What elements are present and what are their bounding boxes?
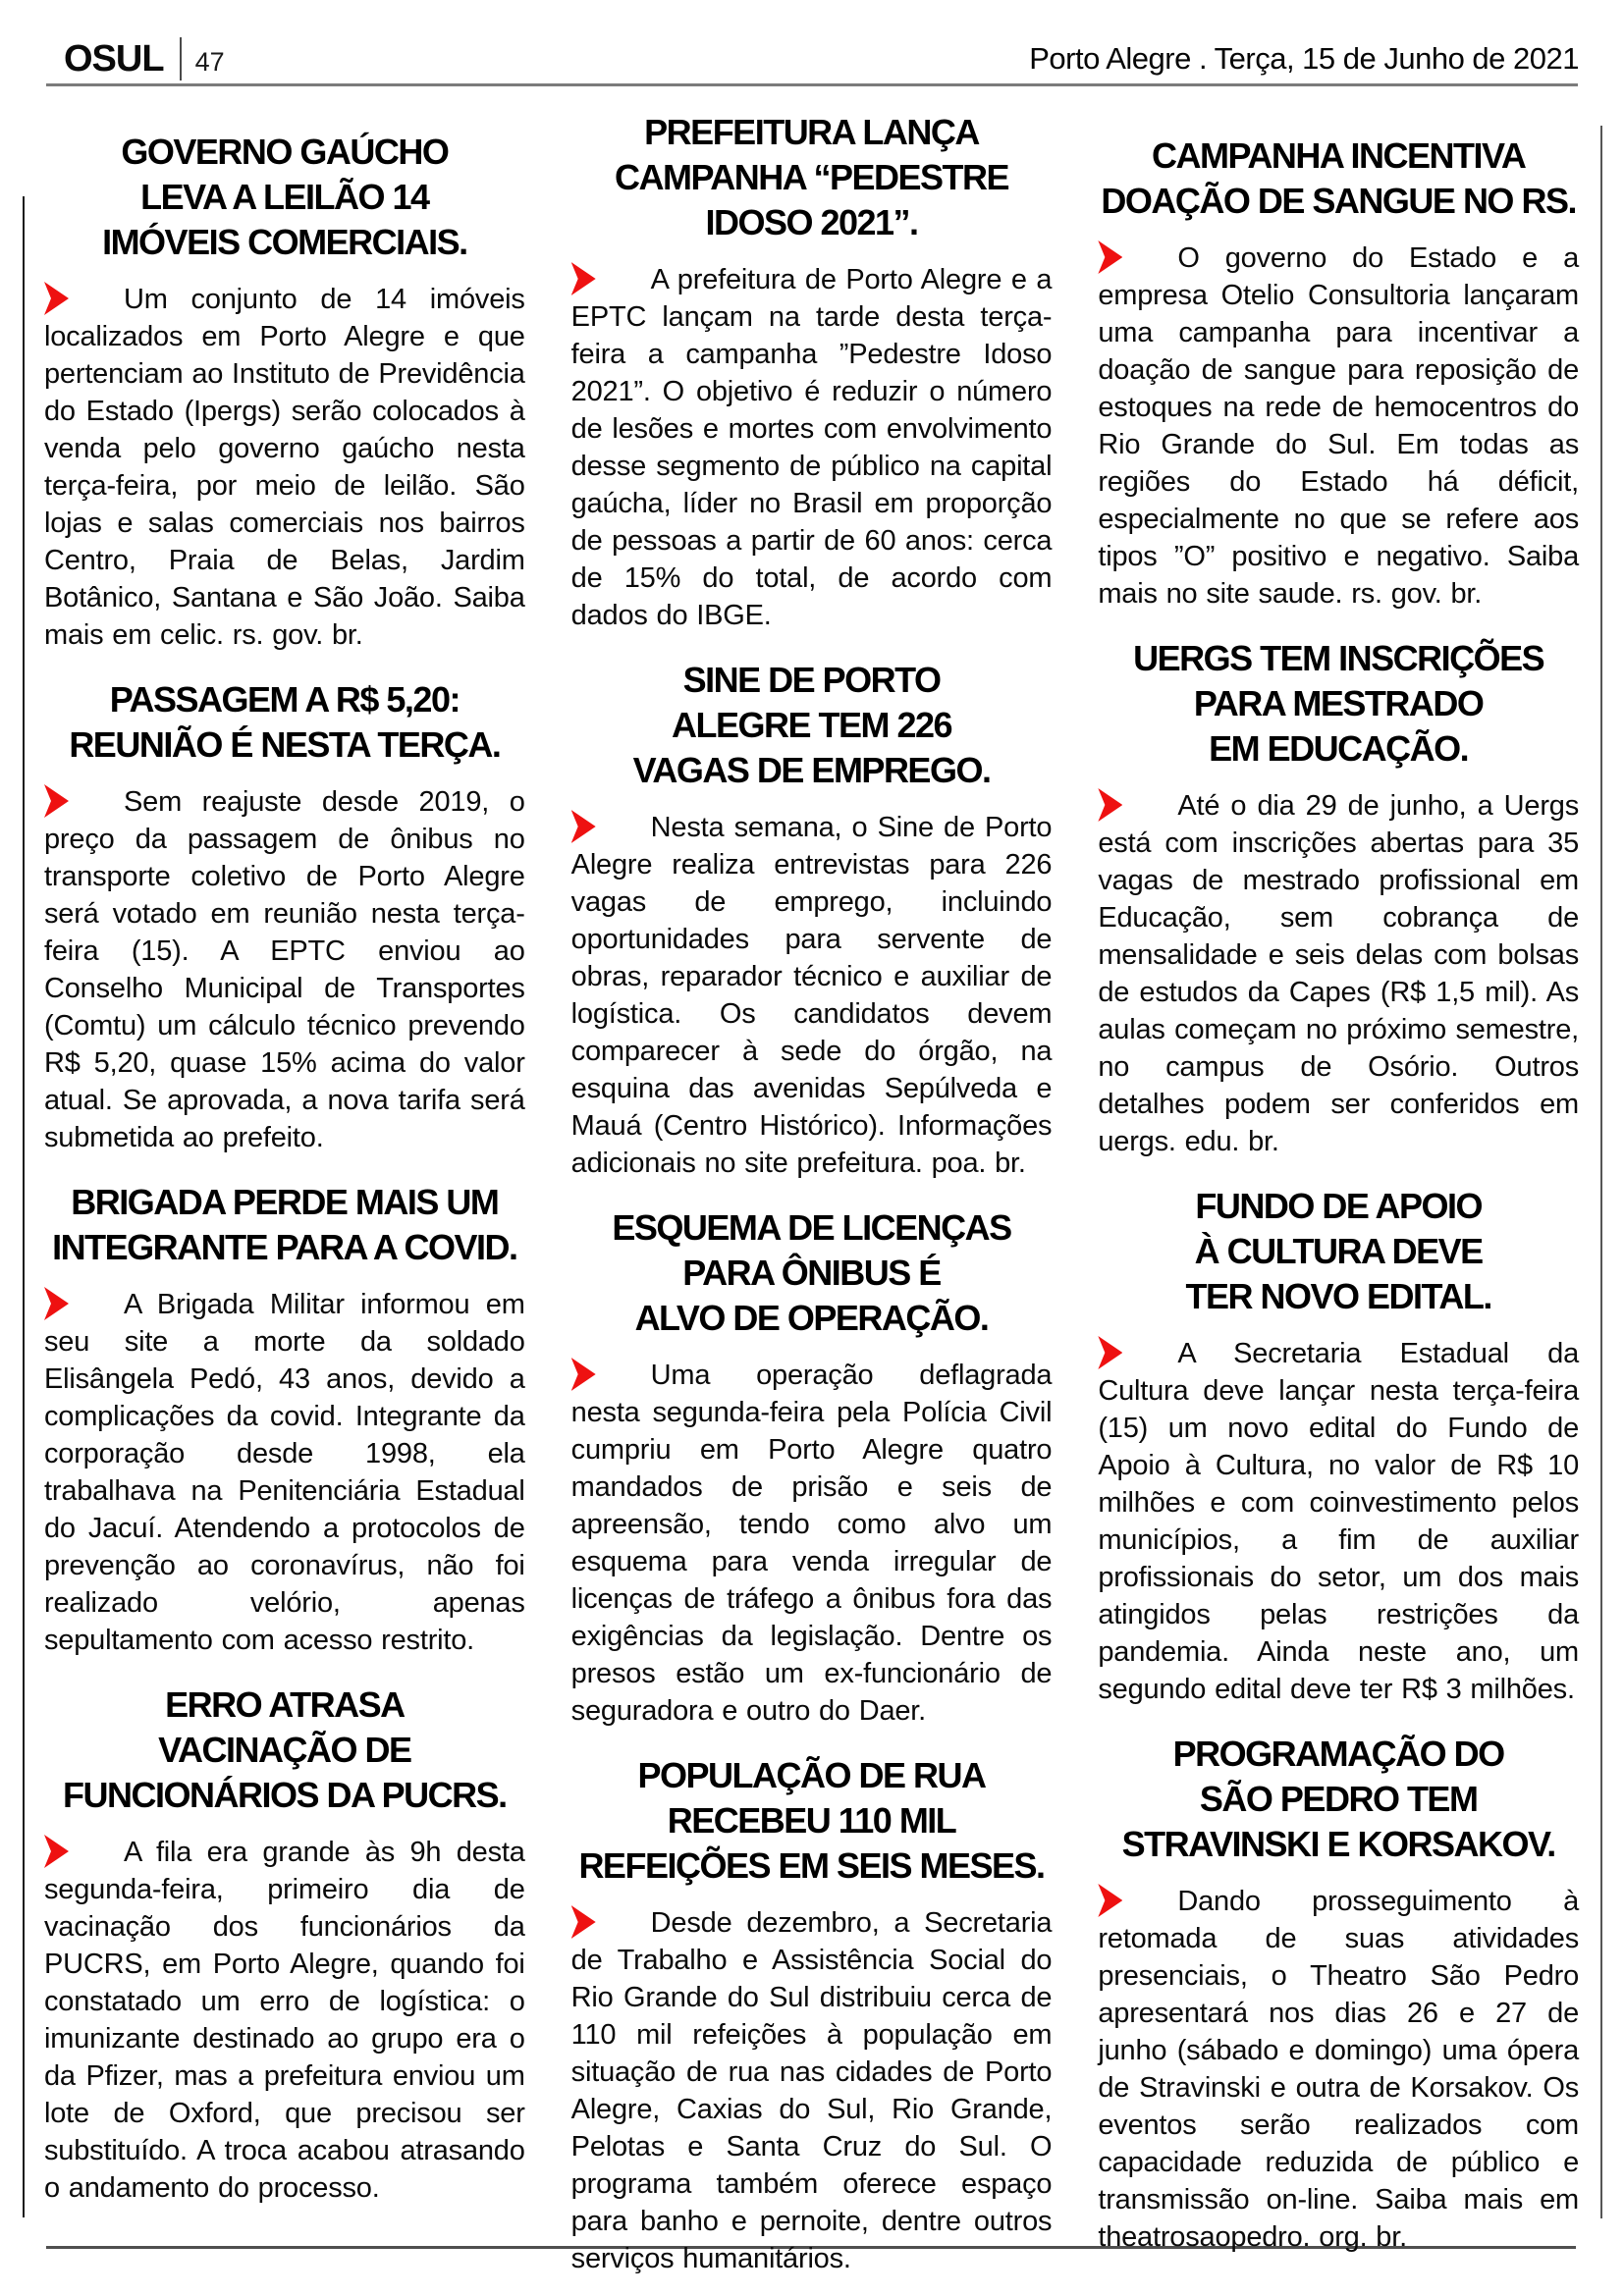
- article-headline: GOVERNO GAÚCHO LEVA A LEILÃO 14 IMÓVEIS COMERCIAIS.: [102, 132, 467, 262]
- right-page-border: [1600, 126, 1602, 2218]
- bullet-arrow-icon: [1098, 1884, 1122, 1917]
- article-body: [1098, 1883, 1579, 2256]
- article-body-text: Nesta semana, o Sine de Porto Alegre realiza entrevistas para 226 vagas de emprego, incluindo oportunidades para servente de obras, reparador técnico e auxiliar de logística. Os candidatos devem comparecer à sede do órgão, na esquina das avenidas Sepúlveda e Mauá (Centro Histórico). Informações adicionais no site prefeitura. poa. br.: [570, 812, 1053, 1179]
- article: [44, 1682, 525, 2207]
- article: [571, 110, 1053, 634]
- article: [1098, 1184, 1579, 1708]
- article-body-text: A prefeitura de Porto Alegre e a EPTC lançam na tarde desta terça-feira a campanha ”Pedestre Idoso 2021”. O objetivo é reduzir o número de lesões e mortes com envolvimento desse segmento de público na capital gaúcha, líder no Brasil em proporção de pessoas a partir de 60 anos: cerca de 15% do total, de acordo com dados do IBGE.: [570, 264, 1053, 631]
- newspaper-logo: OSUL: [64, 38, 164, 80]
- article-body-text: Desde dezembro, a Secretaria de Trabalho e Assistência Social do Rio Grande do Sul distribuiu cerca de 110 mil refeições à população em situação de rua nas cidades de Porto Alegre, Caxias do Sul, Rio Grande, Pelotas e Santa Cruz do Sul. O programa também oferece espaço para banho e pernoite, dentre outros serviços humanitários.: [570, 1907, 1053, 2274]
- article: [44, 677, 525, 1156]
- article-headline: PASSAGEM A R$ 5,20: REUNIÃO É NESTA TERÇA.: [69, 679, 501, 765]
- article-headline: ERRO ATRASA VACINAÇÃO DE FUNCIONÁRIOS DA PUCRS.: [62, 1684, 507, 1815]
- article-body-text: Uma operação deflagrada nesta segunda-feira pela Polícia Civil cumpriu em Porto Alegre quatro mandados de prisão e seis de apreensão, tendo como alvo um esquema para venda irregular de licenças de tráfego a ônibus fora das exigências da legislação. Dentre os presos estão um ex-funcionário de seguradora e outro do Daer.: [570, 1360, 1053, 1727]
- article-headline: UERGS TEM INSCRIÇÕES PARA MESTRADO EM EDUCAÇÃO.: [1133, 638, 1544, 769]
- article-body: [44, 783, 525, 1156]
- article-body-text: Sem reajuste desde 2019, o preço da passagem de ônibus no transporte coletivo de Porto Alegre será votado em reunião nesta terça-feira (15). A EPTC enviou ao Conselho Municipal de Transportes (Comtu) um cálculo técnico prevendo R$ 5,20, quase 15% acima do valor atual. Se aprovada, a nova tarifa será submetida ao prefeito.: [44, 786, 525, 1153]
- article-body-text: A Secretaria Estadual da Cultura deve lançar nesta terça-feira (15) um novo edital do Fundo de Apoio à Cultura, no valor de R$ 10 milhões e com coinvestimento pelos municípios, a fim de auxiliar profissionais do setor, um dos mais atingidos pelas restrições da pandemia. Ainda neste ano, um segundo edital deve ter R$ 3 milhões.: [1098, 1338, 1580, 1705]
- header-rule: [46, 83, 1578, 86]
- article-headline: SINE DE PORTO ALEGRE TEM 226 VAGAS DE EMPREGO.: [632, 660, 991, 790]
- article: [1098, 1732, 1579, 2256]
- article-body: [44, 281, 525, 654]
- bullet-arrow-icon: [44, 282, 69, 315]
- column-3: [1098, 110, 1579, 2277]
- article-body: [571, 1357, 1053, 1730]
- bullet-arrow-icon: [1098, 1336, 1122, 1369]
- article-headline: PREFEITURA LANÇA CAMPANHA “PEDESTRE IDOSO 2021”.: [614, 112, 1009, 242]
- article-body-text: A Brigada Militar informou em seu site a morte da soldado Elisângela Pedó, 43 anos, devido a complicações da covid. Integrante da corporação desde 1998, ela trabalhava na Penitenciária Estadual do Jacuí. Atendendo a protocolos de prevenção ao coronavírus, não foi realizado velório, apenas sepultamento com acesso restrito.: [44, 1289, 525, 1656]
- article-body: [1098, 1335, 1579, 1708]
- article: [571, 658, 1053, 1182]
- article-body-text: A fila era grande às 9h desta segunda-feira, primeiro dia de vacinação dos funcionários da PUCRS, em Porto Alegre, quando foi constatado um erro de logística: o imunizante destinado ao grupo era o da Pfizer, mas a prefeitura enviou um lote de Oxford, que precisou ser substituído. A troca acabou atrasando o andamento do processo.: [44, 1837, 525, 2204]
- article: [571, 1753, 1053, 2277]
- bullet-arrow-icon: [1098, 240, 1122, 274]
- left-page-border: [23, 196, 25, 2217]
- article-body-text: Até o dia 29 de junho, a Uergs está com inscrições abertas para 35 vagas de mestrado profissional em Educação, sem cobrança de mensalidade e seis delas com bolsas de estudos da Capes (R$ 1,5 mil). As aulas começam no próximo semestre, no campus de Osório. Outros detalhes podem ser conferidos em uergs. edu. br.: [1098, 790, 1580, 1157]
- news-columns: [44, 110, 1579, 2277]
- masthead: [64, 37, 225, 80]
- bullet-arrow-icon: [1098, 788, 1122, 822]
- article-body: [1098, 787, 1579, 1160]
- article-body: [44, 1286, 525, 1659]
- article-headline: FUNDO DE APOIO À CULTURA DEVE TER NOVO EDITAL.: [1185, 1186, 1491, 1316]
- article-body: [571, 809, 1053, 1182]
- masthead-divider: [180, 37, 182, 80]
- bullet-arrow-icon: [571, 810, 596, 843]
- article-body: [571, 261, 1053, 634]
- article: [1098, 133, 1579, 613]
- bullet-arrow-icon: [44, 1835, 69, 1868]
- article-headline: PROGRAMAÇÃO DO SÃO PEDRO TEM STRAVINSKI E KORSAKOV.: [1121, 1734, 1555, 1864]
- article-body-text: Dando prosseguimento à retomada de suas atividades presenciais, o Theatro São Pedro apresentará nos dias 26 e 27 de junho (sábado e domingo) uma ópera de Stravinski e outra de Korsakov. Os eventos serão realizados com capacidade reduzida de público e transmissão on-line. Saiba mais em theatrosaopedro. org. br.: [1098, 1886, 1580, 2253]
- bullet-arrow-icon: [44, 784, 69, 818]
- column-2: [571, 110, 1053, 2277]
- bullet-arrow-icon: [571, 1358, 596, 1391]
- article-body-text: Um conjunto de 14 imóveis localizados em Porto Alegre e que pertenciam ao Instituto de Previdência do Estado (Ipergs) serão colocados à venda pelo governo gaúcho nesta terça-feira, por meio de leilão. São lojas e salas comerciais nos bairros Centro, Praia de Belas, Jardim Botânico, Santana e São João. Saiba mais em celic. rs. gov. br.: [44, 284, 525, 651]
- article-body: [44, 1834, 525, 2207]
- article: [571, 1205, 1053, 1730]
- article-body: [1098, 240, 1579, 613]
- bullet-arrow-icon: [571, 1905, 596, 1939]
- article-headline: POPULAÇÃO DE RUA RECEBEU 110 MIL REFEIÇÕES EM SEIS MESES.: [578, 1755, 1045, 1886]
- column-1: [44, 110, 525, 2277]
- dateline: Porto Alegre . Terça, 15 de Junho de 2021: [1029, 41, 1579, 76]
- article-headline: CAMPANHA INCENTIVA DOAÇÃO DE SANGUE NO RS.: [1101, 135, 1576, 221]
- article-headline: ESQUEMA DE LICENÇAS PARA ÔNIBUS É ALVO DE OPERAÇÃO.: [612, 1207, 1011, 1338]
- article-body-text: O governo do Estado e a empresa Otelio Consultoria lançaram uma campanha para incentivar a doação de sangue para reposição de estoques na rede de hemocentros do Rio Grande do Sul. Em todas as regiões do Estado há déficit, especialmente no que se refere aos tipos ”O” positivo e negativo. Saiba mais no site saude. rs. gov. br.: [1098, 242, 1580, 610]
- bullet-arrow-icon: [44, 1287, 69, 1320]
- article: [1098, 636, 1579, 1160]
- bullet-arrow-icon: [571, 262, 596, 295]
- page-number: 47: [194, 46, 225, 77]
- article: [44, 130, 525, 654]
- article: [44, 1180, 525, 1659]
- article-body: [571, 1904, 1053, 2277]
- article-headline: BRIGADA PERDE MAIS UM INTEGRANTE PARA A COVID.: [52, 1182, 517, 1267]
